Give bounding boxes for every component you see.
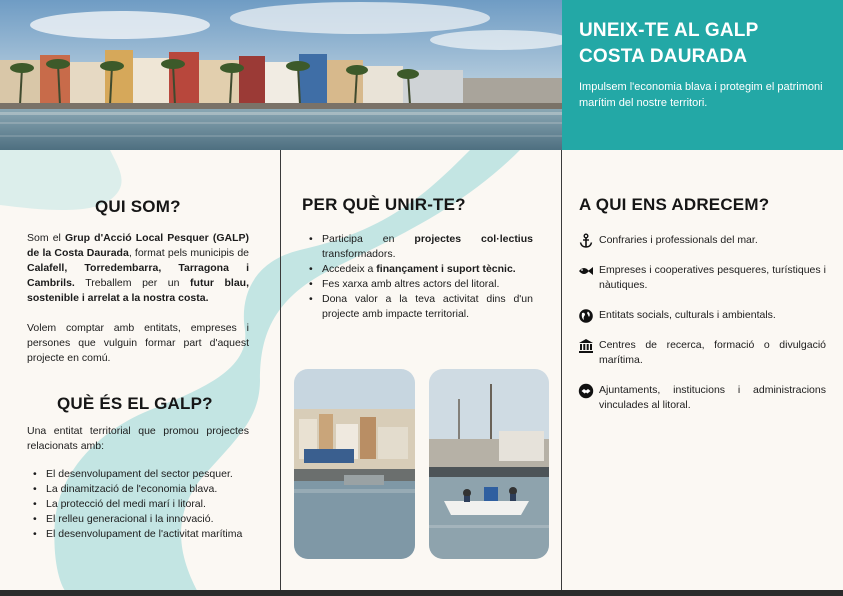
bottom-bar [0, 590, 843, 596]
per-que-run: Fes xarxa amb altres actors del litoral. [322, 278, 500, 290]
per-que-list-item [307, 292, 533, 322]
que-es-list-item: • El desenvolupament del sector pesquer. [31, 467, 256, 482]
institution-icon [578, 338, 594, 354]
qui-som-run: Treballem per un [74, 277, 191, 289]
audience-text: Centres de recerca, formació o divulgació marítima. [599, 339, 826, 366]
audience-item-entitats [578, 308, 826, 323]
audience-text: Entitats socials, culturals i ambientals. [599, 309, 776, 321]
qui-som-run: , format pels municipis de [128, 247, 249, 259]
que-es-intro: Una entitat territorial que promou projectes relacionats amb: [27, 425, 249, 452]
fish-icon [578, 263, 594, 279]
qui-som-invitation: Volem comptar amb entitats, empreses i persones que vulguin formar part d'aquest projecte en comú. [27, 322, 249, 364]
qui-som-run: Grup d'Acció Local Pesquer (GALP) de la Costa Daurada [27, 232, 249, 259]
per-que-list [307, 232, 533, 322]
qui-som-run: Som el [27, 232, 65, 244]
per-que-run: projectes col·lectius [414, 233, 533, 245]
audience-text: Ajuntaments, institucions i administracions vinculades al litoral. [599, 384, 826, 411]
globe-icon [578, 308, 594, 324]
per-que-list-item [307, 277, 533, 292]
per-que-run: Participa en [322, 233, 415, 245]
per-que-run: finançament i suport tècnic. [376, 263, 516, 275]
que-es-list-item: • El desenvolupament de l'activitat marítima [31, 527, 256, 542]
per-que-list-item [307, 262, 533, 277]
que-es-list-item: • La dinamització de l'economia blava. [31, 482, 256, 497]
audience-item-centres [578, 338, 826, 368]
qui-som-run: Calafell, Torredembarra, Tarragona i Cambrils. [27, 262, 249, 289]
per-que-list-item [307, 232, 533, 262]
per-que-run: Accedeix a [322, 263, 377, 275]
audience-item-ajuntaments [578, 383, 826, 413]
title-banner [562, 0, 843, 150]
a-qui-heading: A QUI ENS ADRECEM? [579, 195, 770, 214]
que-es-list-item: • El relleu generacional i la innovació. [31, 512, 256, 527]
audience-item-confraries [578, 233, 826, 248]
audience-item-empreses [578, 263, 826, 293]
anchor-icon [578, 233, 594, 249]
banner-title: UNEIX-TE AL GALP COSTA DAURADA [579, 20, 759, 67]
qui-som-paragraph [27, 231, 249, 306]
per-que-heading: PER QUÈ UNIR-TE? [302, 195, 466, 214]
que-es-heading: QUÈ ÉS EL GALP? [57, 394, 213, 413]
harbor-photo-left [294, 369, 415, 559]
qui-som-heading: QUI SOM? [95, 197, 181, 216]
column-divider-left [280, 150, 281, 590]
hero-harbor-photo [0, 0, 562, 150]
audience-text: Empreses i cooperatives pesqueres, turístiques i nàutiques. [599, 264, 826, 291]
que-es-list-item: • La protecció del medi marí i litoral. [31, 497, 256, 512]
per-que-run: Dona valor a la teva activitat dins d'un projecte amb impacte territorial. [322, 293, 533, 320]
banner-subtitle: Impulsem l'economia blava i protegim el patrimoni marítim del nostre territori. [579, 81, 823, 109]
column-divider-right [561, 150, 562, 590]
audience-text: Confraries i professionals del mar. [599, 234, 758, 246]
per-que-run: transformadors. [322, 248, 396, 260]
qui-som-run: futur blau, sostenible i arrelat a la nostra costa. [27, 277, 249, 304]
que-es-list [31, 467, 256, 542]
handshake-icon [578, 383, 594, 399]
fishing-boat-photo [429, 369, 549, 559]
